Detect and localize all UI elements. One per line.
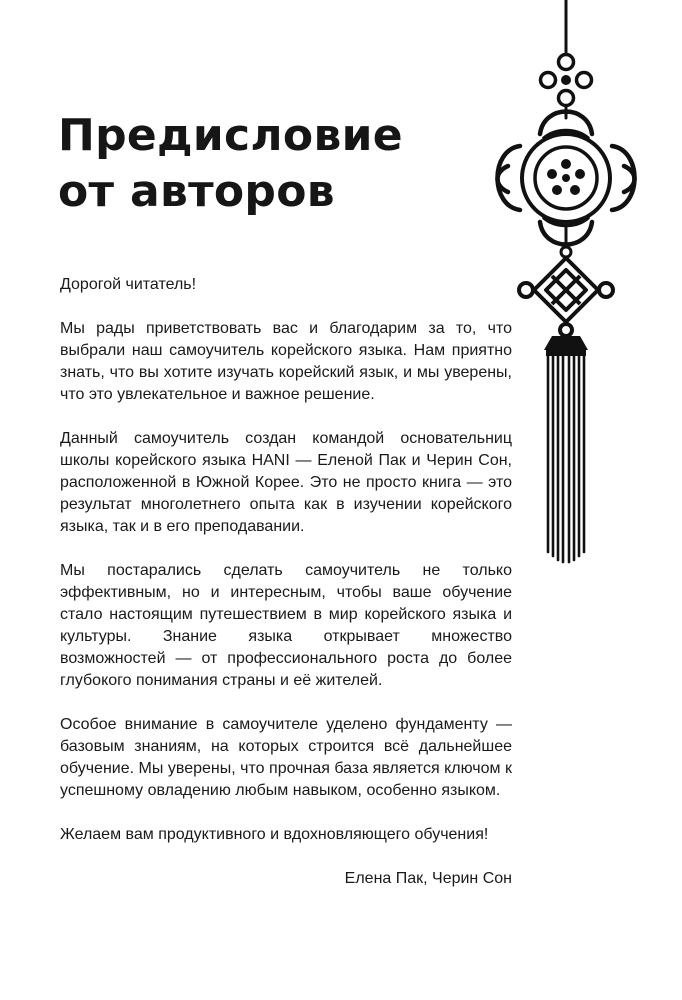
paragraph-2: Данный самоучитель создан командой основательниц школы корейского языка HANI — Еленой Пак и Черин Сон, расположенной в Южной Корее. Это не просто книга — это результат многолетнего опыта как в изучении корейского языка, так и в его преподавании. <box>60 430 512 535</box>
closing-wish: Желаем вам продуктивного и вдохновляющего обучения! <box>60 826 489 843</box>
preface-text <box>60 274 512 912</box>
greeting: Дорогой читатель! <box>60 276 197 293</box>
paragraph-3: Мы постарались сделать самоучитель не только эффективным, но и интересным, чтобы ваше обучение стало настоящим путешествием в мир корейского языка и культуры. Знание языка открывает множество возможностей — от профессионального роста до более глубокого понимания страны и её жителей. <box>60 562 512 689</box>
paragraph-4: Особое внимание в самоучителе уделено фундаменту — базовым знаниям, на которых строится всё дальнейшее обучение. Мы уверены, что прочная база является ключом к успешному овладению любым навыком, особенно языком. <box>60 716 512 799</box>
page-title-line-2: от авторов <box>58 166 335 217</box>
author-signature: Елена Пак, Черин Сон <box>344 870 512 887</box>
page-title-line-1: Предисловие <box>58 110 403 161</box>
paragraph-1: Мы рады приветствовать вас и благодарим за то, что выбрали наш самоучитель корейского языка. Нам приятно знать, что вы хотите изучать корейский язык, и мы уверены, что это увлекательное и важное решение. <box>60 320 512 403</box>
page-title <box>58 108 403 220</box>
